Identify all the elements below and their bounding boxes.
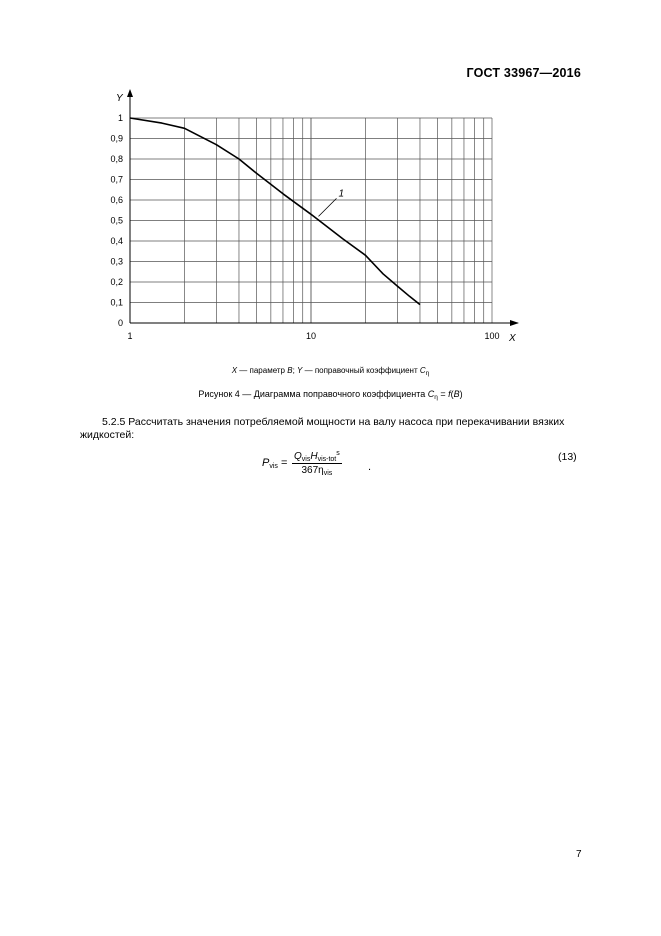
x-tick-label: 10 <box>305 331 317 341</box>
annotation-leader <box>318 198 336 216</box>
caption-open: ( <box>450 389 454 399</box>
y-tick-label: 0,8 <box>110 154 123 164</box>
formula-p-sub: vis <box>269 463 278 470</box>
legend-b: B <box>287 366 293 375</box>
caption-eq: = <box>437 389 449 399</box>
legend-y-desc: — поправочный коэффициент <box>302 366 420 375</box>
y-axis-arrow <box>127 89 133 97</box>
x-axis-arrow <box>510 320 519 326</box>
y-tick-label: 0,7 <box>110 174 123 185</box>
paragraph-5-2-5: 5.2.5 Рассчитать значения потребляемой мощности на валу насоса при перекачивании вязких жидкостей: <box>80 416 565 441</box>
formula-eta-sub: vis <box>323 470 333 477</box>
chart <box>100 88 540 348</box>
y-tick-label: 1 <box>117 113 123 123</box>
formula-equals: = <box>280 457 288 469</box>
formula-denominator <box>292 464 342 476</box>
caption-eta: η <box>434 394 438 401</box>
y-tick-label: 0,9 <box>110 133 123 144</box>
formula-p: P <box>262 457 270 469</box>
annotation-label: 1 <box>338 188 345 200</box>
formula-h: H <box>310 451 318 462</box>
x-tick-label: 1 <box>127 331 133 341</box>
standard-header: ГОСТ 33967—2016 <box>466 66 581 80</box>
caption-f: f <box>448 389 451 399</box>
caption-c: C <box>427 389 435 399</box>
y-tick-label: 0,6 <box>110 195 123 205</box>
formula-lhs <box>262 457 287 469</box>
equation-number: (13) <box>558 451 577 463</box>
formula-numerator <box>292 451 342 464</box>
formula-13 <box>262 450 402 485</box>
figure-legend <box>0 366 661 375</box>
legend-c: C <box>419 366 426 375</box>
formula-eta: η <box>318 465 324 476</box>
formula-h-sub: vis-tot <box>317 456 337 463</box>
page-number: 7 <box>576 849 582 860</box>
formula-den-num: 367 <box>301 465 319 476</box>
formula-dot: . <box>368 461 372 473</box>
legend-sep: ; <box>292 366 298 375</box>
figure-caption <box>0 389 661 399</box>
caption-b: B <box>453 389 460 399</box>
legend-y-symbol: Y <box>297 366 303 375</box>
formula-fraction <box>292 451 342 476</box>
legend-x-symbol: X <box>231 366 238 375</box>
y-tick-label: 0,4 <box>110 236 123 246</box>
y-tick-label: 0,5 <box>110 215 123 226</box>
y-tick-label: 0 <box>117 318 123 328</box>
y-axis-label: Y <box>116 93 123 104</box>
legend-eta: η <box>425 370 430 377</box>
y-tick-label: 0,1 <box>110 297 123 308</box>
chart-svg <box>100 88 540 348</box>
y-tick-label: 0,3 <box>110 256 123 267</box>
x-axis-label: X <box>509 333 516 344</box>
formula-q-sub: vis <box>301 456 311 463</box>
formula-h-sup: s <box>336 450 340 457</box>
caption-prefix: Рисунок 4 — Диаграмма поправочного коэффициента <box>198 389 428 399</box>
series-line-1 <box>130 118 420 305</box>
formula-q: Q <box>294 451 302 462</box>
x-tick-label: 100 <box>484 331 500 341</box>
legend-x-desc: — параметр <box>237 366 288 375</box>
y-tick-label: 0,2 <box>110 277 123 287</box>
caption-close: ) <box>459 389 463 399</box>
